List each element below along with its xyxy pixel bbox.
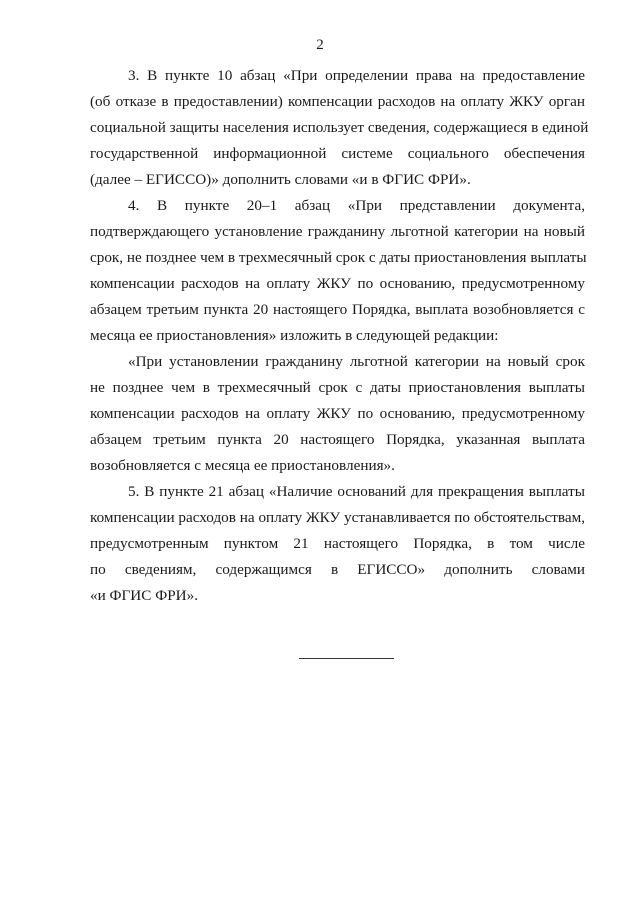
paragraph-item-3: [90, 63, 589, 193]
paragraph-line: компенсации расходов на оплату ЖКУ устанавливается по обстоятельствам,: [90, 509, 585, 526]
paragraph-line: социальной защиты населения использует сведения, содержащиеся в единой: [90, 119, 589, 136]
paragraph-line: месяца ее приостановления» изложить в следующей редакции:: [90, 327, 499, 344]
paragraph-line: предусмотренным пунктом 21 настоящего Порядка, в том числе: [90, 535, 585, 552]
paragraph-item-4: [90, 193, 585, 349]
paragraph-line: (об отказе в предоставлении) компенсации расходов на оплату ЖКУ орган: [90, 93, 585, 110]
document-body: [90, 63, 589, 609]
paragraph-line: не позднее чем в трехмесячный срок с даты приостановления выплаты: [90, 379, 585, 396]
paragraph-line: срок, не позднее чем в трехмесячный срок с даты приостановления выплаты: [90, 249, 587, 266]
end-separator-line: [299, 658, 394, 659]
paragraph-line: компенсации расходов на оплату ЖКУ по основанию, предусмотренному: [90, 405, 585, 422]
paragraph-line: государственной информационной системе социального обеспечения: [90, 145, 585, 162]
paragraph-line: 5. В пункте 21 абзац «Наличие оснований для прекращения выплаты: [128, 483, 585, 500]
paragraph-line: (далее – ЕГИССО)» дополнить словами «и в ФГИС ФРИ».: [90, 171, 471, 188]
quoted-new-wording: [90, 349, 585, 479]
paragraph-item-5: [90, 479, 585, 609]
paragraph-line: 4. В пункте 20–1 абзац «При представлении документа,: [128, 197, 585, 214]
paragraph-line: компенсации расходов на оплату ЖКУ по основанию, предусмотренному: [90, 275, 585, 292]
paragraph-line: 3. В пункте 10 абзац «При определении права на предоставление: [128, 67, 585, 84]
paragraph-line: «При установлении гражданину льготной категории на новый срок: [128, 353, 585, 370]
paragraph-line: абзацем третьим пункта 20 настоящего Порядка, выплата возобновляется с: [90, 301, 585, 318]
paragraph-line: «и ФГИС ФРИ».: [90, 587, 198, 604]
page-number: 2: [316, 37, 324, 53]
paragraph-line: подтверждающего установление гражданину льготной категории на новый: [90, 223, 585, 240]
paragraph-line: возобновляется с месяца ее приостановления».: [90, 457, 395, 474]
paragraph-line: по сведениям, содержащимся в ЕГИССО» дополнить словами: [90, 561, 585, 578]
paragraph-line: абзацем третьим пункта 20 настоящего Порядка, указанная выплата: [90, 431, 585, 448]
